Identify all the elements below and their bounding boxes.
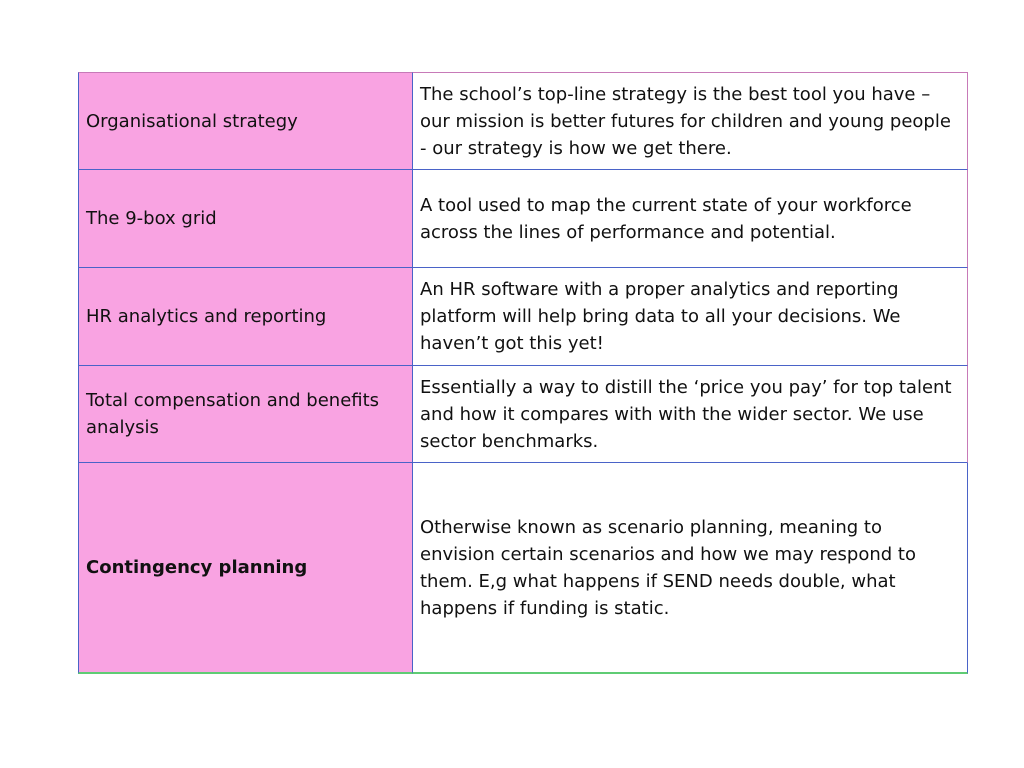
term-label: Contingency planning xyxy=(86,557,308,578)
description-text: An HR software with a proper analytics and reporting platform will help bring data to all your decisions. We haven’t got this yet! xyxy=(420,279,901,354)
description-text: The school’s top-line strategy is the best tool you have – our mission is better futures for children and young people - our strategy is how we get there. xyxy=(420,83,951,159)
term-label: Total compensation and benefits analysis xyxy=(86,390,380,438)
term-cell-9-box-grid xyxy=(78,170,413,268)
description-cell-organisational-strategy xyxy=(413,72,968,170)
term-cell-hr-analytics xyxy=(78,268,413,366)
description-text: Otherwise known as scenario planning, meaning to envision certain scenarios and how we may respond to them. E,g what happens if SEND needs double, what happens if funding is static. xyxy=(420,516,916,619)
term-cell-contingency-planning xyxy=(78,463,413,674)
term-label: The 9-box grid xyxy=(86,208,217,229)
term-cell-organisational-strategy xyxy=(78,72,413,170)
description-cell-hr-analytics xyxy=(413,268,968,366)
term-label: Organisational strategy xyxy=(86,110,298,132)
term-cell-total-compensation xyxy=(78,366,413,463)
description-text: A tool used to map the current state of your workforce across the lines of performance and potential. xyxy=(420,194,912,243)
term-label: HR analytics and reporting xyxy=(86,306,327,327)
description-text: Essentially a way to distill the ‘price you pay’ for top talent and how it compares with with the wider sector. We use sector benchmarks. xyxy=(420,376,952,452)
description-cell-contingency-planning xyxy=(413,463,968,674)
hr-tools-table xyxy=(78,72,968,674)
description-cell-total-compensation xyxy=(413,366,968,463)
description-cell-9-box-grid xyxy=(413,170,968,268)
